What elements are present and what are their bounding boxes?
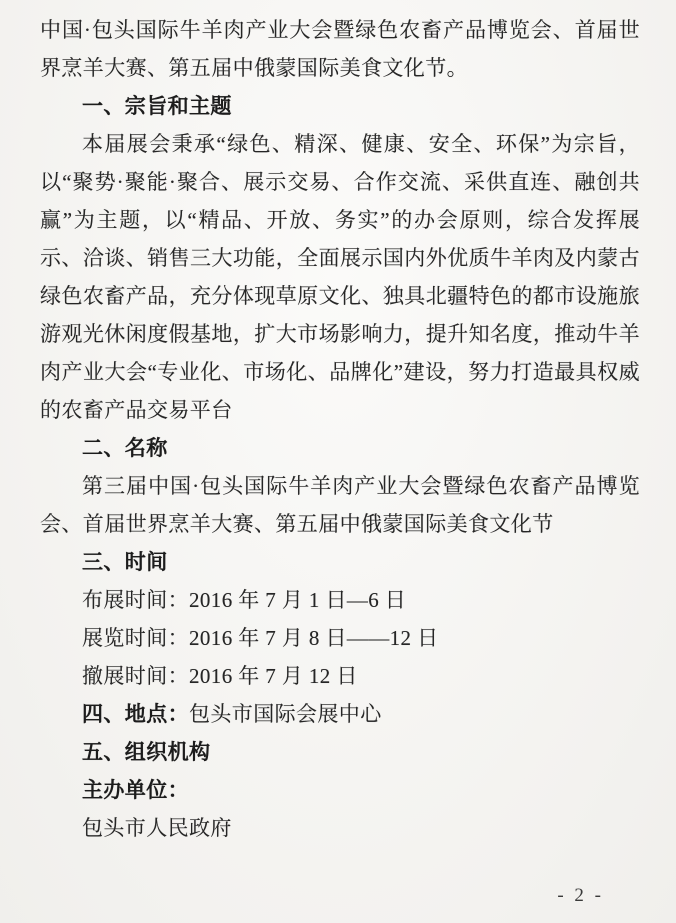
section-heading-name: 二、名称 <box>82 436 168 460</box>
section-body-purpose: 本届展会秉承“绿色、精深、健康、安全、环保”为宗旨，以“聚势·聚能·聚合、展示交易、合作交流、采供直连、融创共赢”为主题，以“精品、开放、务实”的办会原则，综合发挥展示、洽谈、销售三大功能，全面展示国内外优质牛羊肉及内蒙古绿色农畜产品，充分体现草原文化、独具北疆特色的都市设施旅游观光休闲度假基地，扩大市场影响力，提升知名度，推动牛羊肉产业大会“专业化、市场化、品牌化”建设，努力打造最具权威的农畜产品交易平台 <box>40 132 640 422</box>
location-value: 包头市国际会展中心 <box>189 702 382 726</box>
section-heading-location: 四、地点： <box>82 702 189 726</box>
section-heading-time: 三、时间 <box>82 550 168 574</box>
section-body-name: 第三届中国·包头国际牛羊肉产业大会暨绿色农畜产品博览会、首届世界烹羊大赛、第五届中俄蒙国际美食文化节 <box>40 474 640 536</box>
section-heading-organization: 五、组织机构 <box>82 740 211 764</box>
exhibition-time-line: 展览时间：2016 年 7 月 8 日——12 日 <box>82 626 439 650</box>
organizer-value: 包头市人民政府 <box>82 816 232 840</box>
page-number: - 2 - <box>557 885 604 906</box>
setup-time-line: 布展时间：2016 年 7 月 1 日—6 日 <box>82 588 407 612</box>
section-location-line <box>40 695 640 733</box>
organizer-label: 主办单位： <box>82 778 189 802</box>
section-heading-purpose: 一、宗旨和主题 <box>82 94 232 118</box>
intro-continuation-paragraph: 中国·包头国际牛羊肉产业大会暨绿色农畜产品博览会、首届世界烹羊大赛、第五届中俄蒙国际美食文化节。 <box>40 18 640 80</box>
teardown-time-line: 撤展时间：2016 年 7 月 12 日 <box>82 664 358 688</box>
